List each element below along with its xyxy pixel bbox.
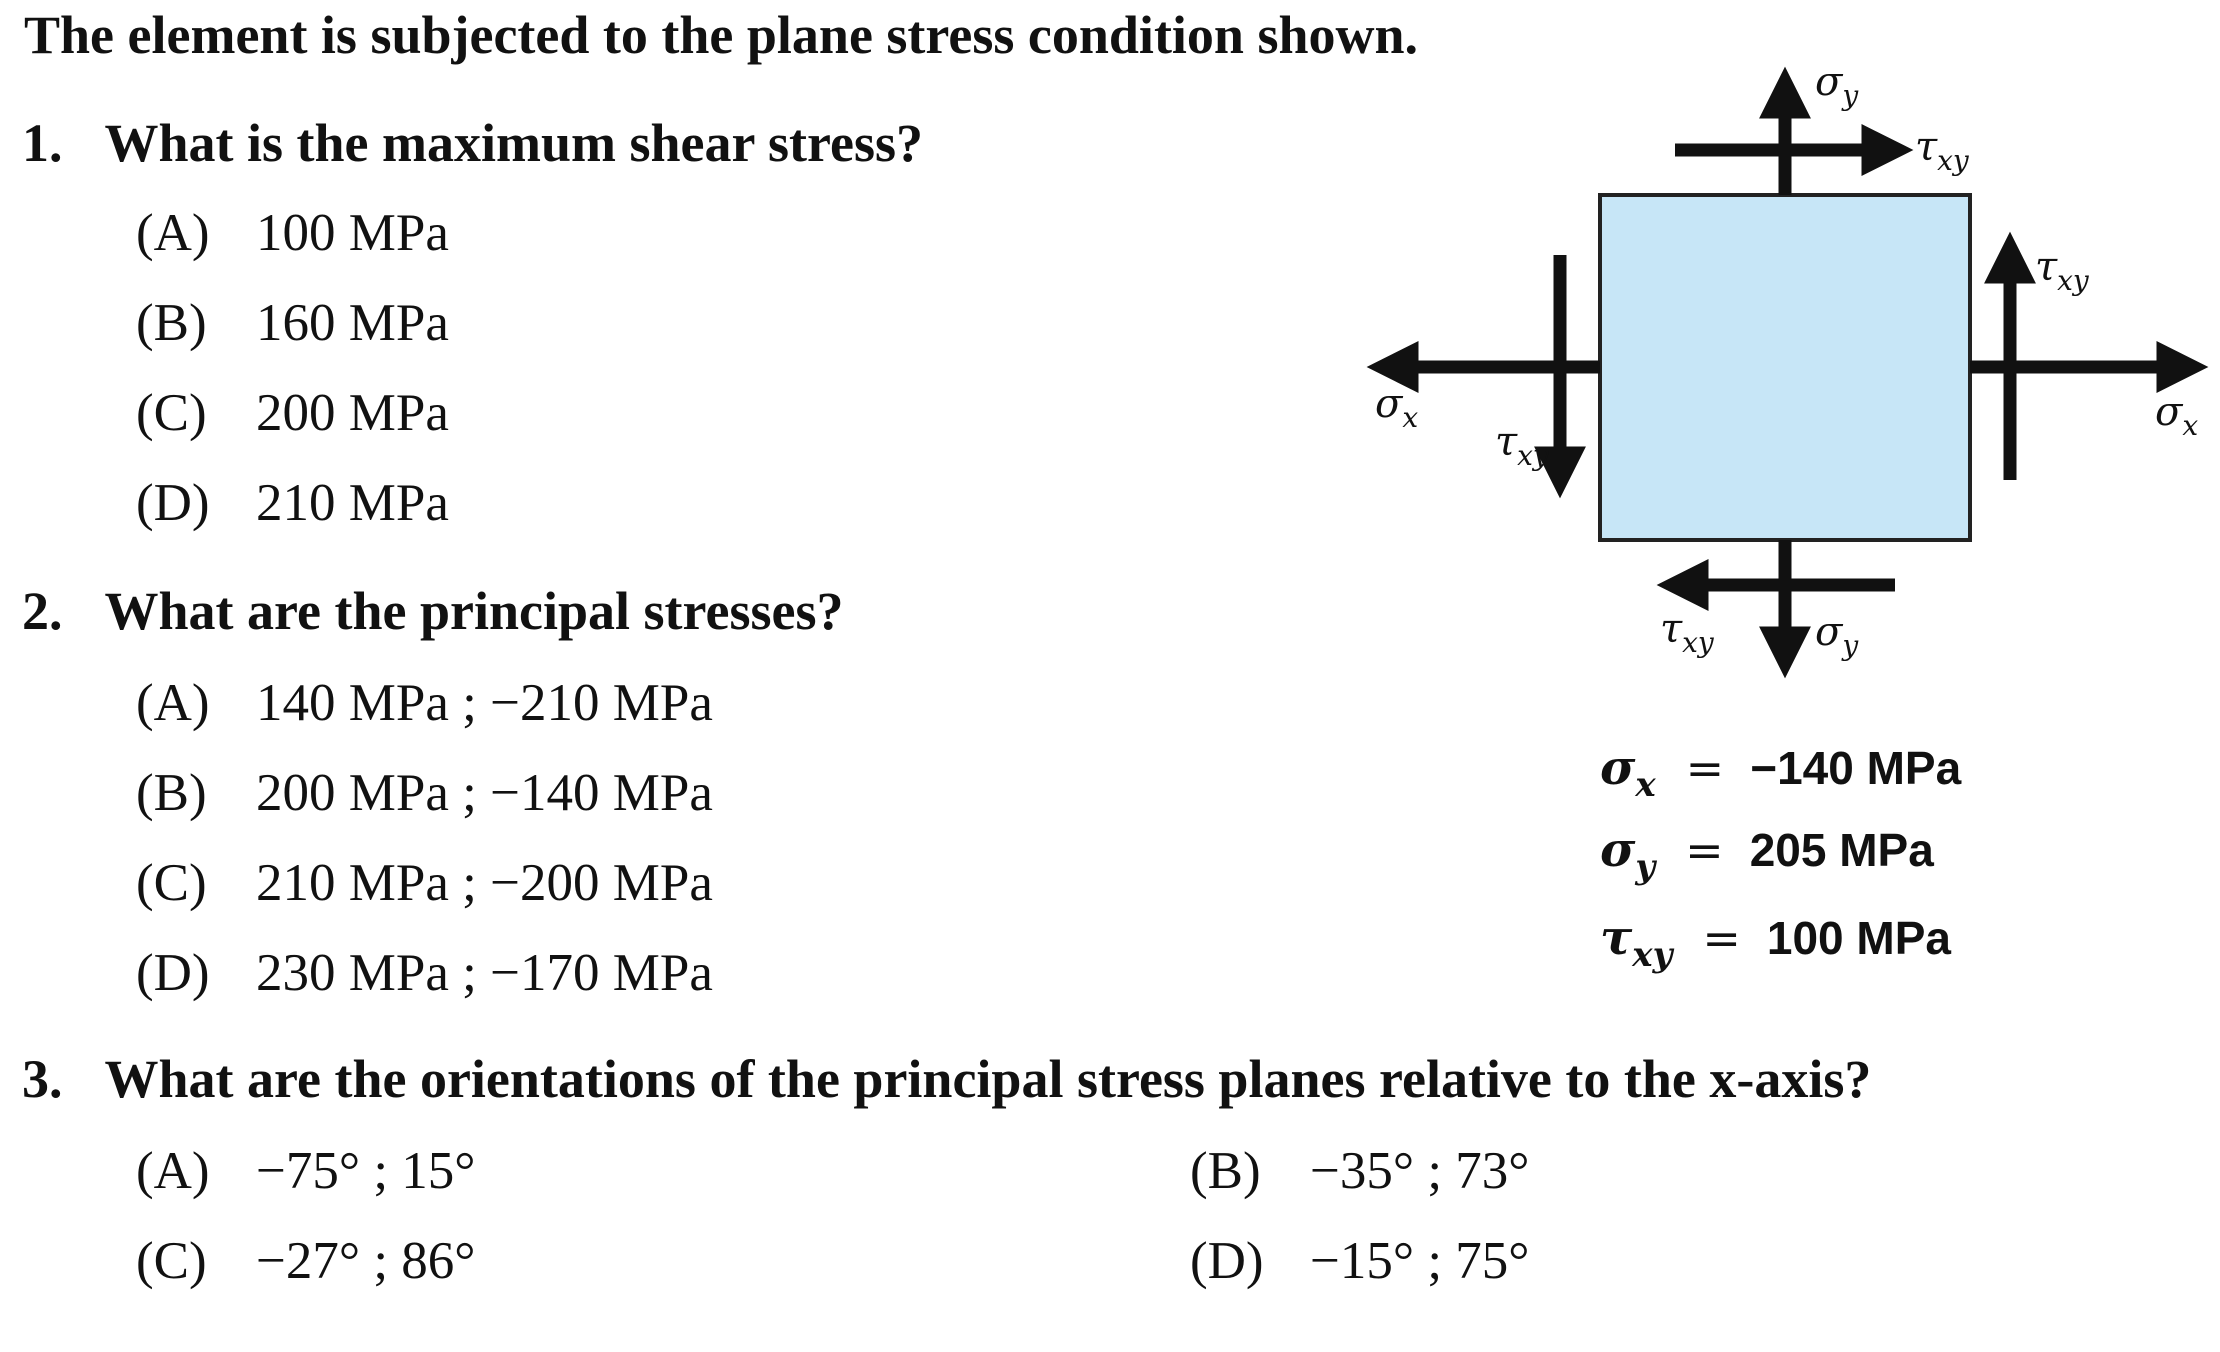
option-value: 230 MPa ; −170 MPa xyxy=(256,944,713,1002)
option-value: 140 MPa ; −210 MPa xyxy=(256,674,713,732)
given-sigma-y xyxy=(1600,820,1934,885)
option-letter: (B) xyxy=(1190,1142,1261,1200)
option-value: −15° ; 75° xyxy=(1310,1232,1530,1290)
question-2 xyxy=(22,576,843,646)
q1-option-a[interactable] xyxy=(136,198,449,268)
option-letter: (A) xyxy=(136,1142,210,1200)
q3-option-d[interactable] xyxy=(1190,1226,1530,1296)
equals-sign: = xyxy=(1685,823,1724,877)
question-1 xyxy=(22,108,923,178)
option-letter: (C) xyxy=(136,1232,207,1290)
q3-option-c[interactable] xyxy=(136,1226,476,1296)
q1-option-c[interactable] xyxy=(136,378,449,448)
label-sigma-y-bottom: $\sigma_y$ xyxy=(1815,609,1859,662)
option-letter: (A) xyxy=(136,674,210,732)
question-number: 2. xyxy=(22,581,63,641)
page-title: The element is subjected to the plane stress condition shown. xyxy=(24,5,1419,65)
q2-option-a[interactable] xyxy=(136,668,713,738)
subscript: xy xyxy=(1632,935,1673,975)
label-tau-xy-bottom: $\tau_{xy}$ xyxy=(1660,606,1714,659)
q2-option-b[interactable] xyxy=(136,758,713,828)
option-value: 210 MPa ; −200 MPa xyxy=(256,854,713,912)
option-value: 200 MPa ; −140 MPa xyxy=(256,764,713,822)
given-sigma-x xyxy=(1600,738,1961,803)
option-letter: (C) xyxy=(136,854,207,912)
option-value: 200 MPa xyxy=(256,384,449,442)
option-value: −75° ; 15° xyxy=(256,1142,476,1200)
subscript: y xyxy=(1635,847,1656,887)
label-sigma-y-top: $\sigma_y$ xyxy=(1815,59,1859,112)
option-letter: (D) xyxy=(1190,1232,1264,1290)
question-number: 3. xyxy=(22,1049,63,1109)
option-value: 160 MPa xyxy=(256,294,449,352)
label-sigma-x-right: $\sigma_x$ xyxy=(2155,389,2199,442)
sigma-symbol: σ xyxy=(1600,740,1636,796)
option-letter: (B) xyxy=(136,764,207,822)
option-letter: (D) xyxy=(136,474,210,532)
stress-element-diagram xyxy=(1360,55,2220,695)
label-sigma-x-left: $\sigma_x$ xyxy=(1375,381,1419,434)
q3-option-a[interactable] xyxy=(136,1136,476,1206)
stress-element xyxy=(1600,195,1970,540)
label-tau-xy-left: $\tau_{xy}$ xyxy=(1495,419,1549,472)
question-3 xyxy=(22,1044,1871,1114)
option-value: −27° ; 86° xyxy=(256,1232,476,1290)
q1-option-b[interactable] xyxy=(136,288,449,358)
label-tau-xy-top: $\tau_{xy}$ xyxy=(1915,124,1969,177)
option-letter: (C) xyxy=(136,384,207,442)
option-letter: (A) xyxy=(136,204,210,262)
q1-option-d[interactable] xyxy=(136,468,449,538)
question-text: What are the orientations of the principal stress planes relative to the x-axis? xyxy=(104,1049,1872,1109)
q2-option-d[interactable] xyxy=(136,938,713,1008)
given-value: −140 MPa xyxy=(1750,742,1962,794)
equals-sign: = xyxy=(1702,911,1741,965)
q2-option-c[interactable] xyxy=(136,848,713,918)
sigma-symbol: σ xyxy=(1600,822,1636,878)
option-value: −35° ; 73° xyxy=(1310,1142,1530,1200)
equals-sign: = xyxy=(1685,741,1725,795)
option-value: 210 MPa xyxy=(256,474,449,532)
option-letter: (B) xyxy=(136,294,207,352)
option-value: 100 MPa xyxy=(256,204,449,262)
subscript: x xyxy=(1635,765,1656,805)
q3-option-b[interactable] xyxy=(1190,1136,1530,1206)
question-number: 1. xyxy=(22,113,63,173)
given-tau-xy xyxy=(1600,908,1951,973)
tau-symbol: τ xyxy=(1600,910,1633,966)
option-letter: (D) xyxy=(136,944,210,1002)
given-value: 205 MPa xyxy=(1749,824,1934,876)
given-value: 100 MPa xyxy=(1766,912,1951,964)
question-text: What is the maximum shear stress? xyxy=(104,113,923,173)
question-text: What are the principal stresses? xyxy=(104,581,844,641)
label-tau-xy-right: $\tau_{xy}$ xyxy=(2035,244,2089,297)
